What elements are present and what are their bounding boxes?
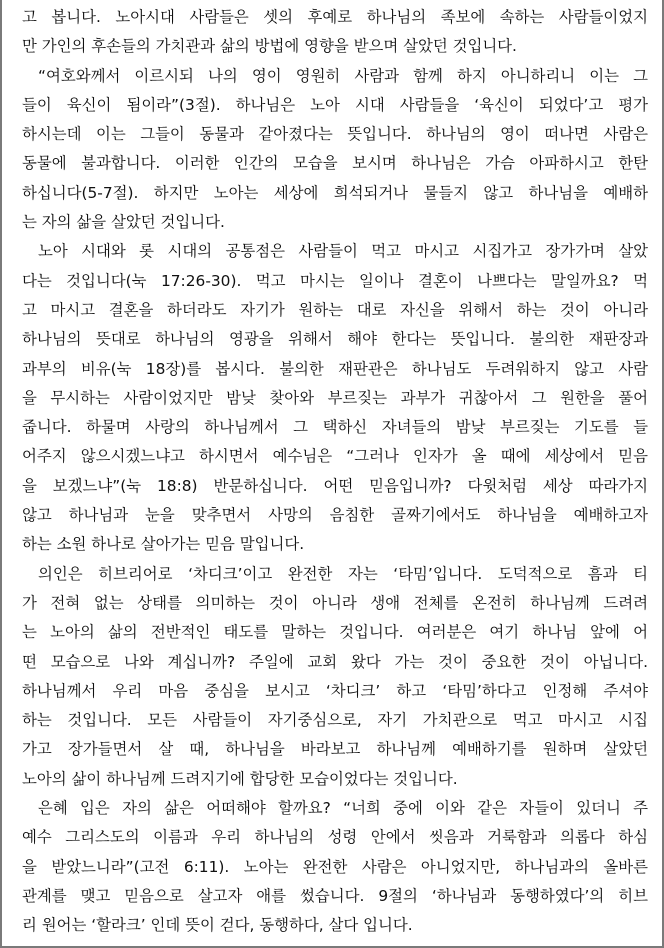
text-line: 하나님의 뜻대로 하나님의 영광을 위해서 해야 한다는 뜻입니다. 불의한 재판장과 xyxy=(22,330,648,349)
text-line: 가고 장가들면서 살 때, 하나님을 바라보고 하나님께 예배하기를 원하며 살았던 xyxy=(22,740,648,759)
text-line: 않고 하나님과 눈을 맞추면서 사망의 음침한 골짜기에서도 하나님을 예배하고자 xyxy=(22,506,648,525)
text-line: 는 자의 삶을 살았던 것입니다. xyxy=(22,213,225,232)
text-line: 을 받았느니라”(고전 6:11). 노아는 완전한 사람은 아니었지만, 하나님과의 올바른 xyxy=(22,857,648,876)
text-line: 하는 소원 하나로 살아가는 믿음 말입니다. xyxy=(22,535,305,554)
text-line: 어주지 않으시겠느냐고 하시면서 예수님은 “그러나 인자가 올 때에 세상에서 믿음 xyxy=(22,447,648,466)
text-line: 가 전혀 없는 상태를 의미하는 것이 아니라 생애 전체를 온전히 하나님께 드려려 xyxy=(22,593,648,612)
text-line: 의인은 히브리어로 ‘차디크’이고 완전한 자는 ‘타밈’입니다. 도덕적으로 흠과 티 xyxy=(38,564,648,583)
text-line: 만 가인의 후손들의 가치관과 삶의 방법에 영향을 받으며 살았던 것입니다. xyxy=(22,37,517,56)
text-line: 고 마시고 결혼을 하더라도 자기가 원하는 대로 자신을 위해서 하는 것이 아니라 xyxy=(22,300,648,319)
text-line: 다는 것입니다(눅 17:26-30). 먹고 마시는 일이나 결혼이 나쁘다는 말일까요? 먹 xyxy=(22,271,648,290)
text-line: 과부의 비유(눅 18장)를 봅시다. 불의한 재판관은 하나님도 두려워하지 않고 사람 xyxy=(22,359,648,378)
text-line: 노아 시대와 롯 시대의 공통점은 사람들이 먹고 마시고 시집가고 장가가며 살았 xyxy=(38,242,648,261)
text-line: 예수 그리스도의 이름과 우리 하나님의 성령 안에서 씻음과 거룩함과 의롭다 하심 xyxy=(22,828,648,847)
text-line: 는 노아의 삶의 전반적인 태도를 말하는 것입니다. 여러분은 여기 하나님 앞에 어 xyxy=(22,623,648,642)
text-line: 리 원어는 ‘할라크’ 인데 뜻이 걷다, 동행하다, 살다 입니다. xyxy=(22,916,413,935)
text-line: 을 무시하는 사람이었지만 밤낮 찾아와 부르짖는 과부가 귀찮아서 그 원한을 풀어 xyxy=(22,388,648,407)
text-line: 관계를 맺고 믿음으로 살고자 애를 썼습니다. 9절의 ‘하나님과 동행하였다’의 히브 xyxy=(22,886,648,905)
text-line: 노아의 삶이 하나님께 드려지기에 합당한 모습이었다는 것입니다. xyxy=(22,769,458,788)
text-line: 고 봅니다. 노아시대 사람들은 셋의 후예로 하나님의 족보에 속하는 사람들이었지 xyxy=(22,8,648,26)
text-line: 하나님께서 우리 마음 중심을 보시고 ‘차디크’ 하고 ‘타밈’하다고 인정해 주셔야 xyxy=(22,681,648,700)
text-line: 동물에 불과합니다. 이러한 인간의 모습을 보시며 하나님은 가슴 아파하시고 한탄 xyxy=(22,154,648,173)
text-line: 하는 것입니다. 모든 사람들이 자기중심으로, 자기 가치관으로 먹고 마시고 시집 xyxy=(22,711,648,730)
document-body xyxy=(22,3,648,941)
text-line: 줍니다. 하물며 사랑의 하나님께서 그 택하신 자녀들의 밤낮 부르짖는 기도를 들 xyxy=(22,418,648,437)
text-line: 떤 모습으로 나와 계십니까? 주일에 교회 왔다 가는 것이 중요한 것이 아닙니다. xyxy=(22,652,648,671)
text-line: 하시는데 이는 그들이 동물과 같아졌다는 뜻입니다. 하나님의 영이 떠나면 사람은 xyxy=(22,125,648,144)
text-line: 들이 육신이 됨이라”(3절). 하나님은 노아 시대 사람들을 ‘육신이 되었다’고 평가 xyxy=(22,95,648,114)
text-line: 하십니다(5-7절). 하지만 노아는 세상에 희석되거나 물들지 않고 하나님을 예배하 xyxy=(22,183,648,202)
text-line: 은혜 입은 자의 삶은 어떠해야 할까요? “너희 중에 이와 같은 자들이 있더니 주 xyxy=(38,799,648,818)
text-line: “여호와께서 이르시되 나의 영이 영원히 사람과 함께 하지 아니하리니 이는 그 xyxy=(38,66,648,85)
text-line: 을 보겠느냐”(눅 18:8) 반문하십니다. 어떤 믿음입니까? 다윗처럼 세상 따라가지 xyxy=(22,476,648,495)
